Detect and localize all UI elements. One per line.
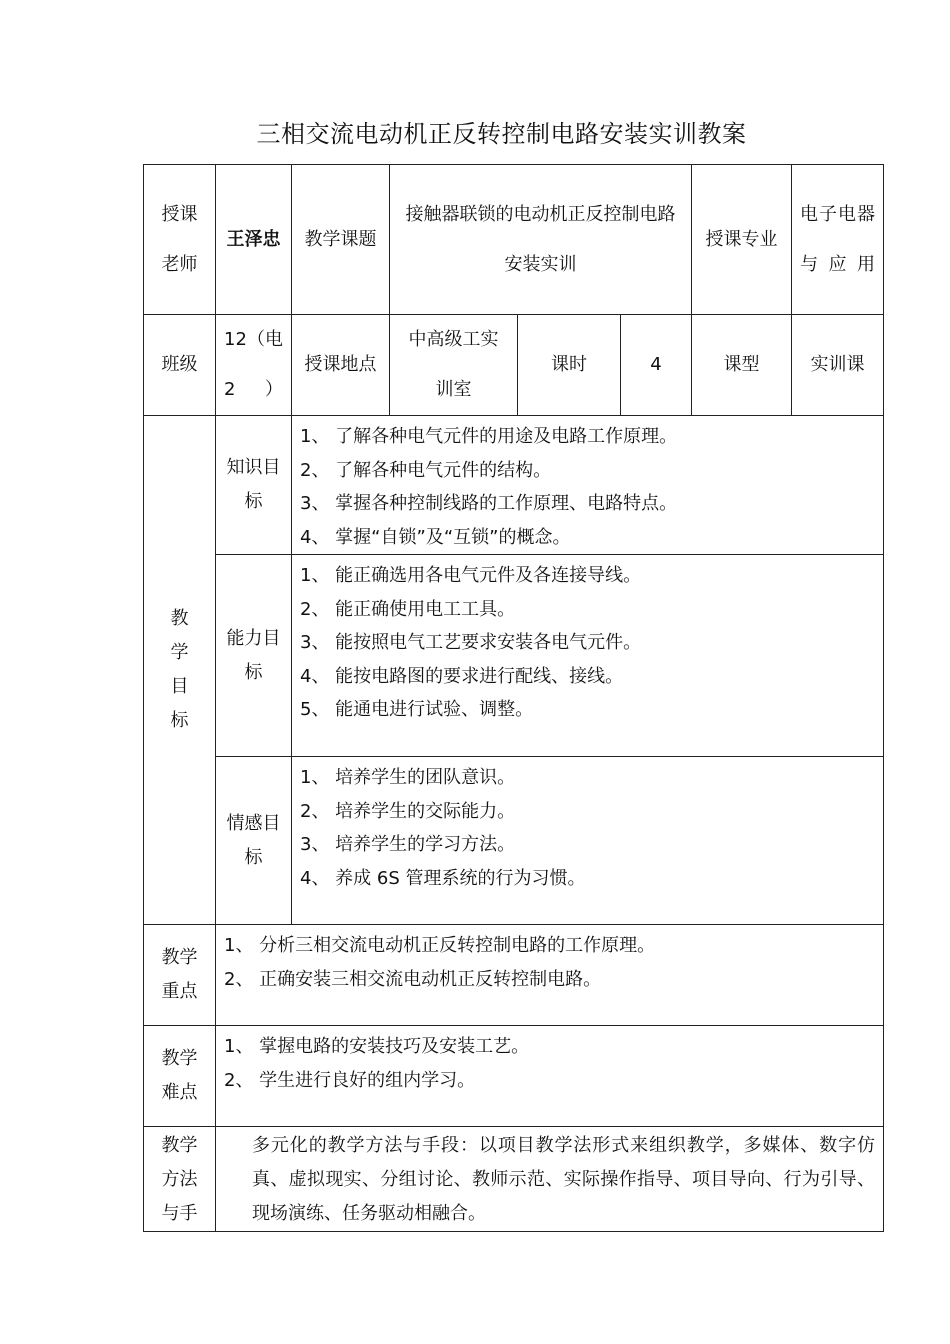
- teacher-label-cell: [144, 165, 216, 315]
- knowledge-goals-row: [144, 416, 884, 555]
- major-label: 授课专业: [692, 165, 792, 315]
- emotion-goals-row: [144, 757, 884, 925]
- list-item: 4、 能按电路图的要求进行配线、接线。: [300, 665, 624, 687]
- teacher-row: [144, 165, 884, 315]
- major-value: 电子电器与应用: [792, 165, 884, 315]
- list-item: 2、 学生进行良好的组内学习。: [224, 1069, 476, 1091]
- teacher-label: 授课老师: [161, 203, 198, 275]
- class-row: [144, 315, 884, 416]
- list-item: 1、 分析三相交流电动机正反转控制电路的工作原理。: [224, 935, 656, 956]
- emotion-goals-label: 情感目标: [226, 812, 281, 868]
- ability-goals-row: [144, 555, 884, 757]
- page-title: 三相交流电动机正反转控制电路安装实训教案: [256, 120, 747, 148]
- key-points-list: [216, 925, 884, 1026]
- teaching-goals-label-cell: [144, 416, 216, 925]
- knowledge-goals-list: [292, 416, 884, 555]
- difficulties-label-cell: [144, 1026, 216, 1127]
- teaching-goals-label: 教学目标: [170, 608, 189, 731]
- list-item: 4、 掌握“自锁”及“互锁”的概念。: [300, 526, 571, 548]
- type-label: 课型: [692, 315, 792, 416]
- place-value: 中高级工实训室: [390, 315, 518, 416]
- key-points-label: 教学重点: [161, 947, 198, 1002]
- teacher-value: 王泽忠: [216, 165, 292, 315]
- emotion-label-cell: [216, 757, 292, 925]
- list-item: 2、 正确安装三相交流电动机正反转控制电路。: [224, 968, 602, 990]
- lesson-plan-table: [143, 164, 884, 1232]
- class-value: 12（电2）: [216, 315, 292, 416]
- method-text: 多元化的教学方法与手段：以项目教学法形式来组织教学，多媒体、数字仿真、虚拟现实、分组讨论、教师示范、实际操作指导、项目导向、行为引导、现场演练、任务驱动相融合。: [216, 1127, 884, 1232]
- knowledge-label-cell: [216, 416, 292, 555]
- list-item: 3、 掌握各种控制线路的工作原理、电路特点。: [300, 493, 678, 514]
- list-item: 3、 培养学生的学习方法。: [300, 834, 516, 855]
- key-points-label-cell: [144, 925, 216, 1026]
- key-points-row: [144, 925, 884, 1026]
- difficulties-list: [216, 1026, 884, 1127]
- ability-label-cell: [216, 555, 292, 757]
- list-item: 3、 能按照电气工艺要求安装各电气元件。: [300, 632, 642, 653]
- list-item: 1、 能正确选用各电气元件及各连接导线。: [300, 565, 642, 586]
- list-item: 1、 了解各种电气元件的用途及电路工作原理。: [300, 426, 678, 447]
- hours-value: 4: [621, 315, 692, 416]
- list-item: 2、 培养学生的交际能力。: [300, 800, 516, 822]
- list-item: 1、 掌握电路的安装技巧及安装工艺。: [224, 1036, 530, 1057]
- ability-goals-label: 能力目标: [226, 627, 281, 683]
- method-row: [144, 1127, 884, 1232]
- difficulties-row: [144, 1026, 884, 1127]
- method-label-cell: [144, 1127, 216, 1232]
- list-item: 5、 能通电进行试验、调整。: [300, 699, 534, 720]
- emotion-goals-list: [292, 757, 884, 925]
- list-item: 4、 养成 6S 管理系统的行为习惯。: [300, 867, 586, 889]
- list-item: 2、 了解各种电气元件的结构。: [300, 459, 552, 481]
- hours-label: 课时: [518, 315, 621, 416]
- topic-value: 接触器联锁的电动机正反控制电路安装实训: [390, 165, 692, 315]
- ability-goals-list: [292, 555, 884, 757]
- class-label: 班级: [144, 315, 216, 416]
- list-item: 2、 能正确使用电工工具。: [300, 598, 516, 620]
- type-value: 实训课: [792, 315, 884, 416]
- list-item: 1、 培养学生的团队意识。: [300, 767, 516, 788]
- knowledge-goals-label: 知识目标: [226, 457, 281, 512]
- topic-label: 教学课题: [292, 165, 390, 315]
- difficulties-label: 教学难点: [161, 1048, 198, 1103]
- method-label: 教学方法与手: [161, 1135, 198, 1224]
- place-label: 授课地点: [292, 315, 390, 416]
